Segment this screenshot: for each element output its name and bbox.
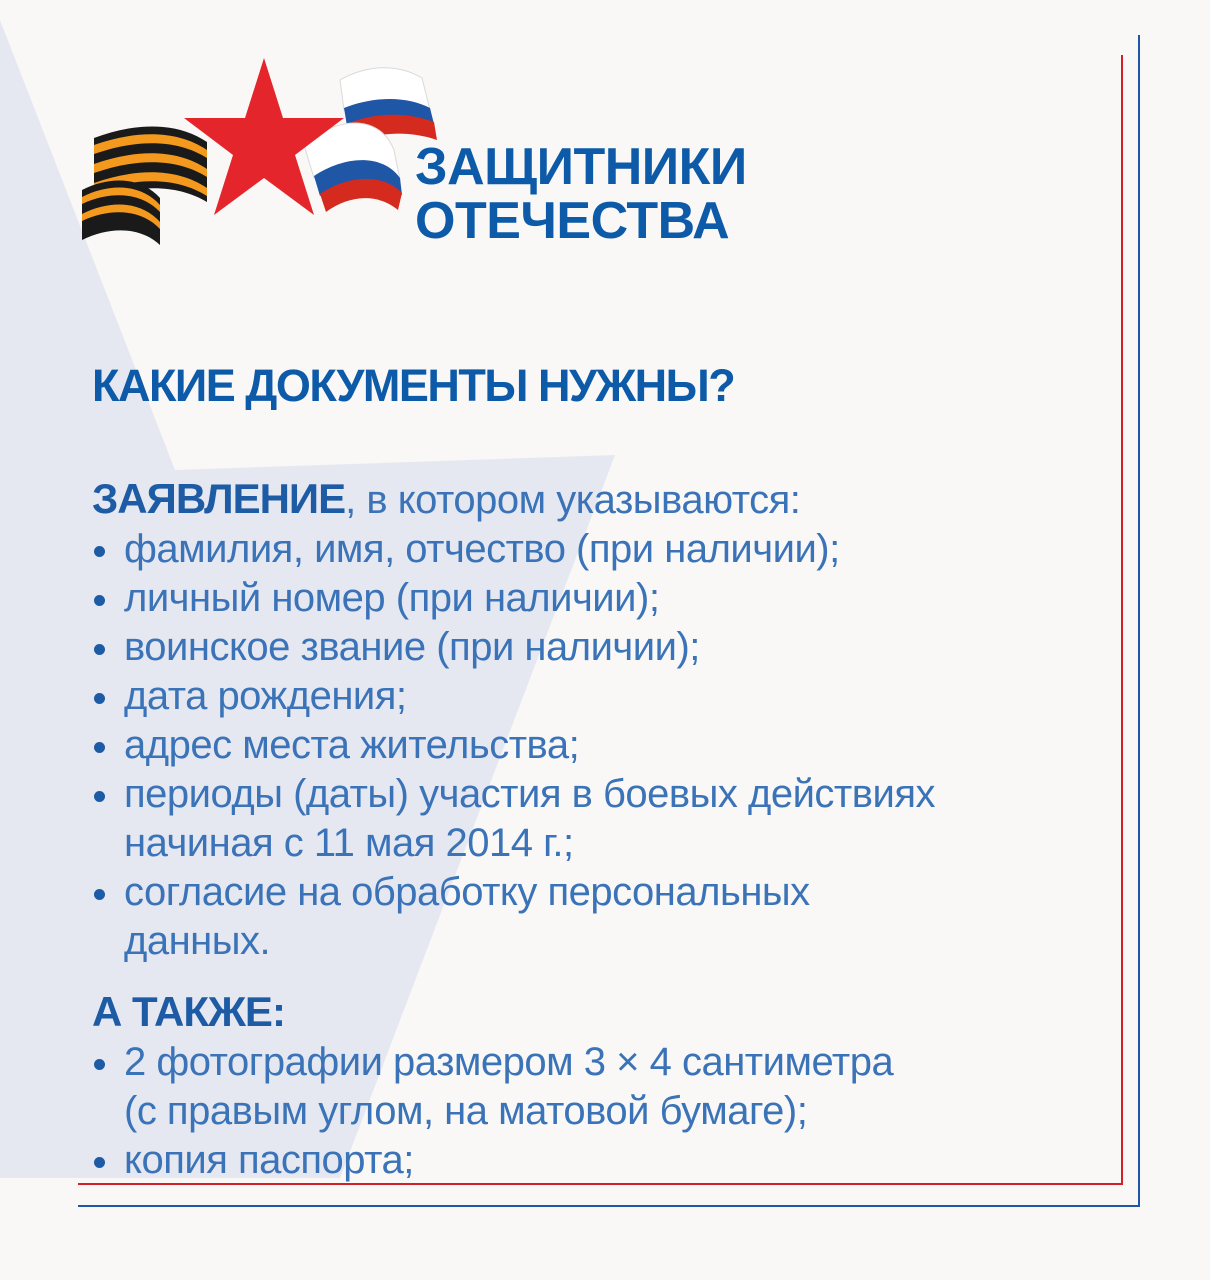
logo-line-2: ОТЕЧЕСТВА (415, 192, 730, 250)
list-item: фамилия, имя, отчество (при наличии); (92, 525, 1114, 574)
st-george-ribbon-icon (82, 126, 207, 245)
also-section (92, 987, 1114, 1185)
frame-line-blue-vertical (1138, 35, 1140, 1207)
also-items-list (92, 1038, 1114, 1185)
logo-line-1: ЗАЩИТНИКИ (415, 138, 747, 196)
list-item: периоды (даты) участия в боевых действиях начиная с 11 мая 2014 г.; (92, 770, 1114, 868)
list-item: воинское звание (при наличии); (92, 623, 1114, 672)
application-section (92, 474, 1114, 966)
application-items-list (92, 525, 1114, 966)
application-intro: , в котором указываются: (345, 478, 801, 522)
list-item: адрес места жительства; (92, 721, 1114, 770)
frame-line-red-vertical (1121, 55, 1123, 1185)
also-title: А ТАКЖЕ: (92, 988, 285, 1035)
list-item: 2 фотографии размером 3 × 4 сантиметра (с правым углом, на матовой бумаге); (92, 1038, 1114, 1136)
logo-title (415, 140, 747, 248)
list-item: копия паспорта; (92, 1136, 1114, 1185)
also-section-header (92, 987, 1114, 1038)
frame-line-blue-horizontal (78, 1205, 1140, 1207)
list-item: согласие на обработку персональных данных. (92, 868, 1114, 966)
application-title: ЗАЯВЛЕНИЕ (92, 475, 346, 522)
application-section-header (92, 474, 1114, 525)
page-heading: КАКИЕ ДОКУМЕНТЫ НУЖНЫ? (92, 360, 735, 411)
list-item: дата рождения; (92, 672, 1114, 721)
list-item: личный номер (при наличии); (92, 574, 1114, 623)
logo-emblem (82, 50, 442, 260)
